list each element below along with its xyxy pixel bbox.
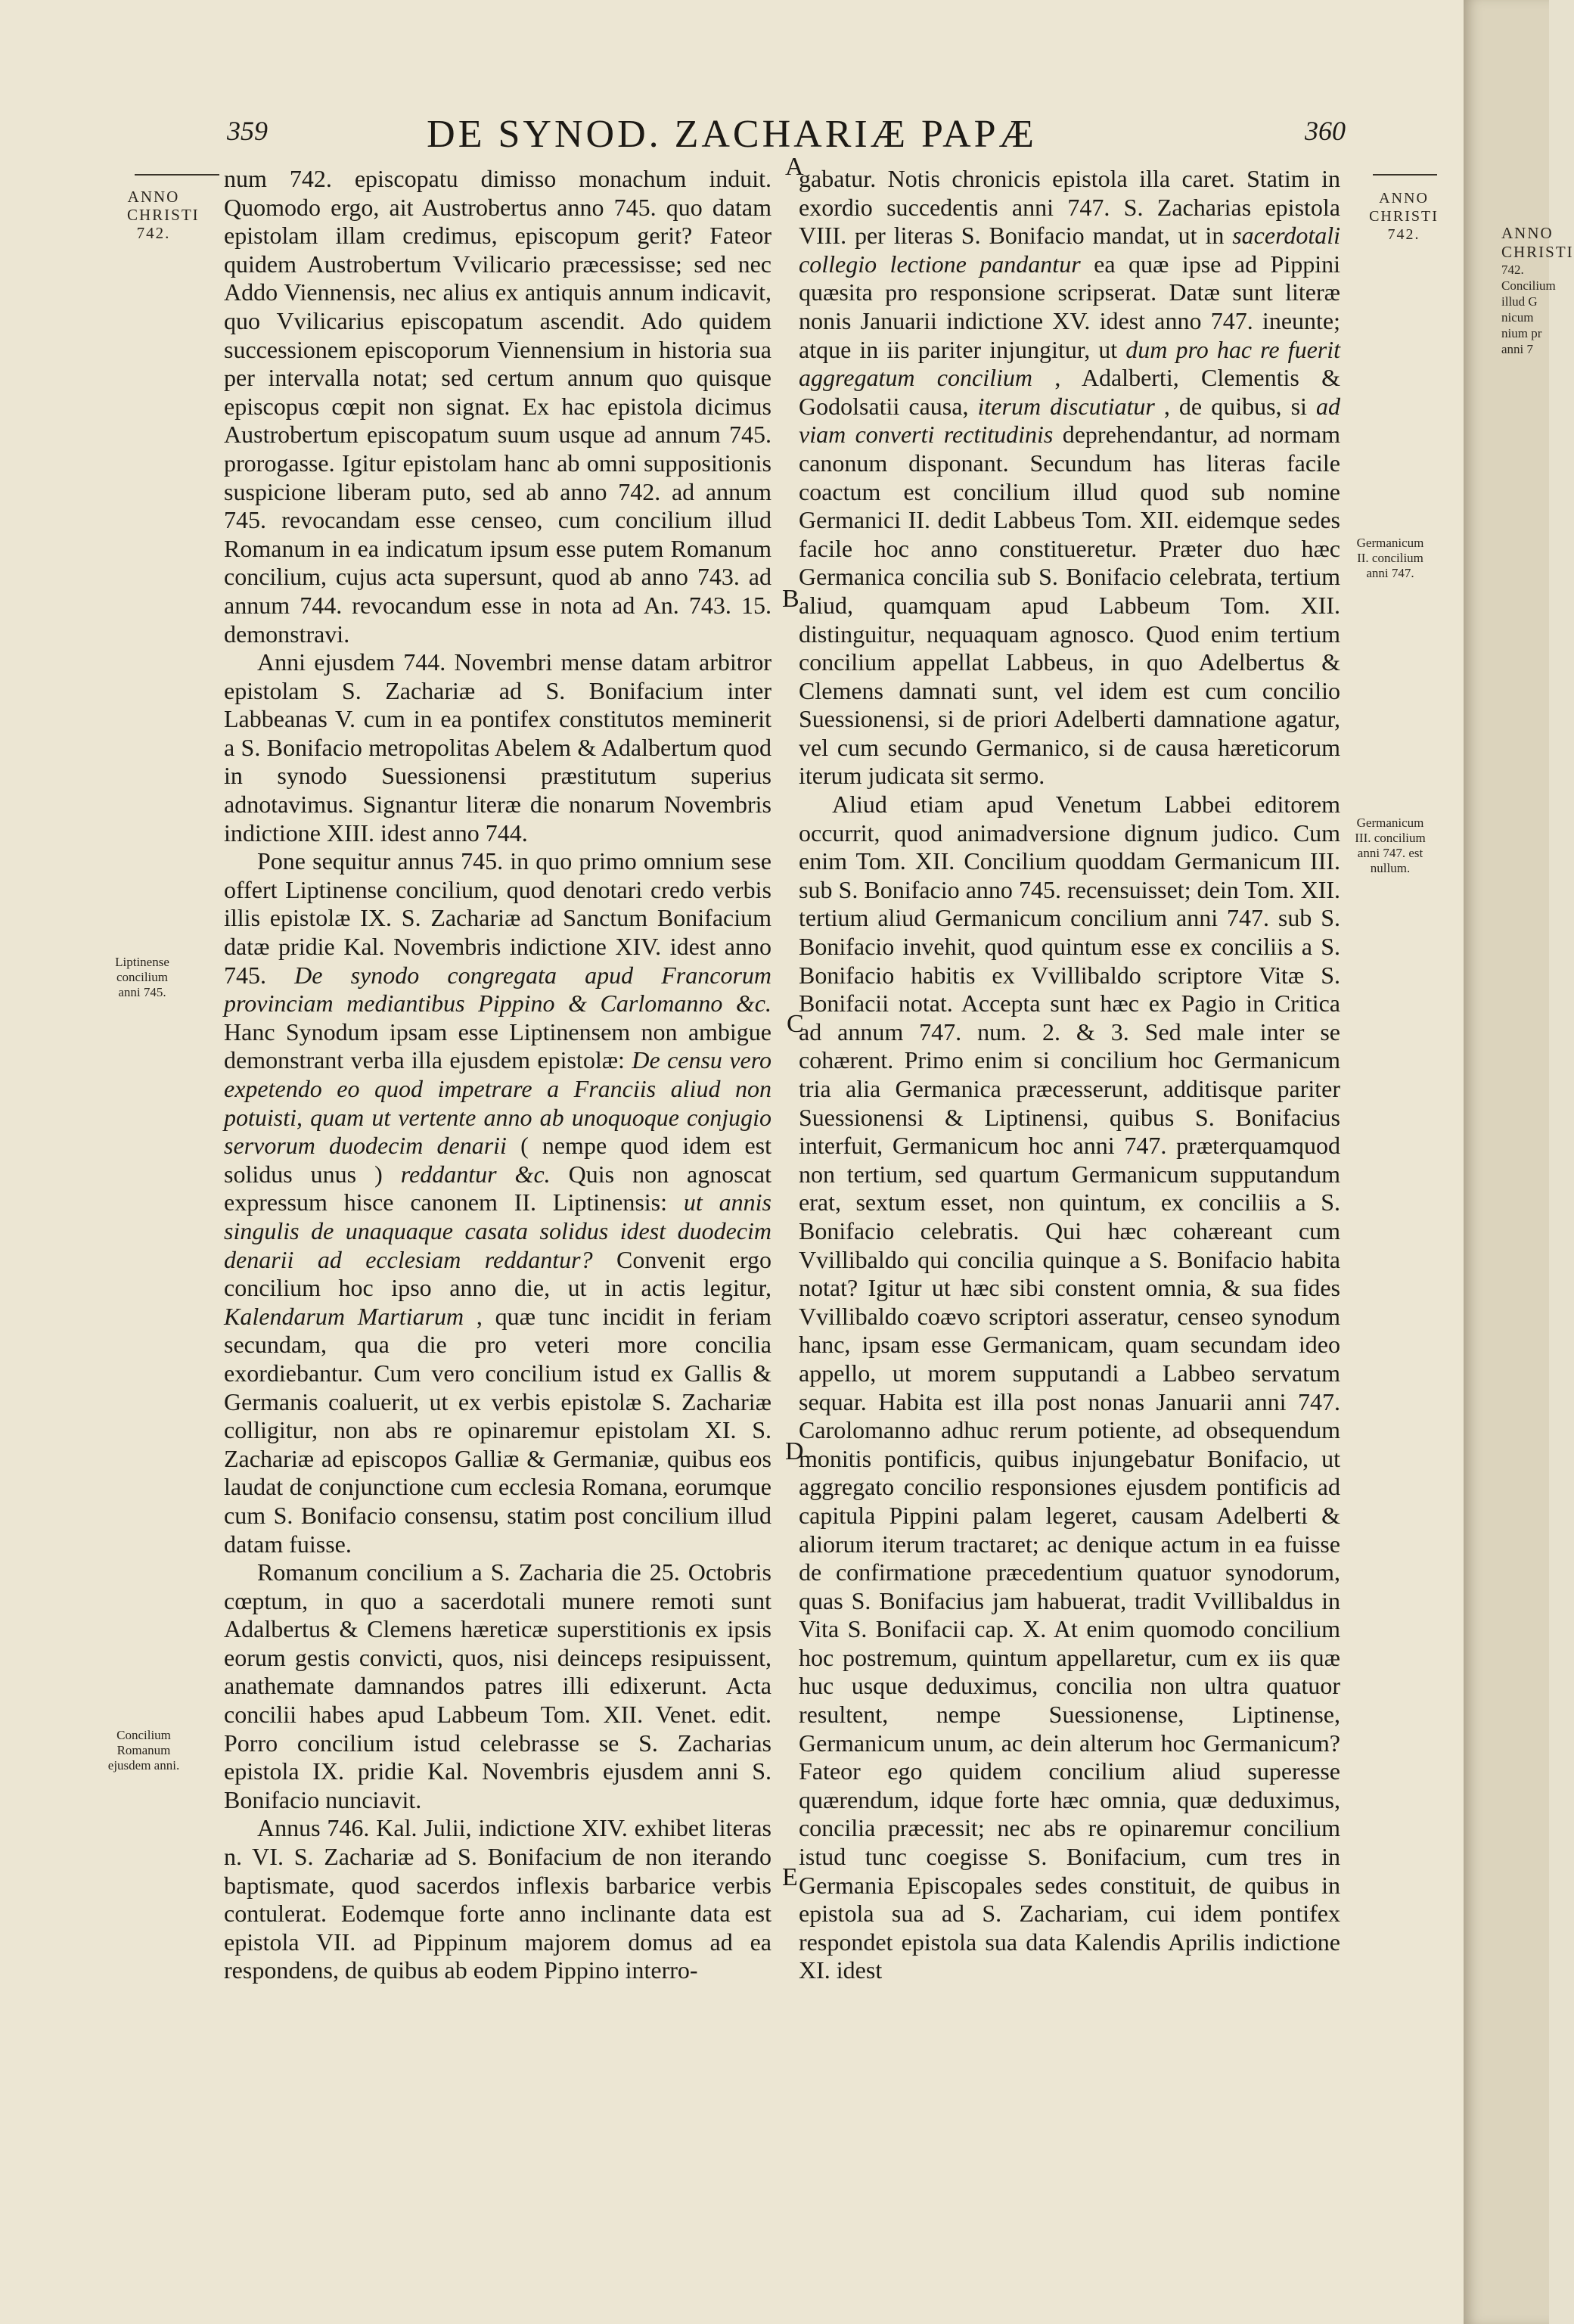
text-run: , Adalberti, Clementis & Godolsatii causa, — [799, 364, 1341, 420]
text-run: Anni ejusdem 744. Novembri mense datam arbitror epistolam S. Zachariæ ad S. Bonifacium inter Labbeanas V. cum in ea pontifex constitutos meminerit a S. Bonifacio metropolitas Abelem & Adalbertum quod in synodo Suessionensi præstitutum superius adnotavimus. Signantur literæ die nonarum Novembris indictione XIII. idest anno 744. — [224, 648, 771, 847]
text-run: Quis non agnoscat expressum hisce canonem II. Liptinensis: — [224, 1160, 771, 1216]
text-run: Romanum concilium a S. Zacharia die 25. Octobris cœptum, in quo a sacerdotali munere remoti sunt Adalbertus & Clemens hæreticæ superstitionis ex ipsis eorum gestis convicti, quos, nisi deinceps resipuissent, anathemate damnandos patres illi edixerunt. Acta concilii habes apud Labbeum Tom. XII. Venet. edit. Porro concilium istud celebrasse se S. Zacharias epistola IX. pridie Kal. Novembris ejusdem anni S. Bonifacio nunciavit. — [224, 1558, 771, 1813]
text-column-right — [799, 165, 1340, 1985]
running-title: DE SYNOD. ZACHARIÆ PAPÆ — [427, 113, 1037, 156]
italic-run: Kalendarum Martiarum — [224, 1302, 464, 1330]
margin-note-germanicum-ii: Germanicum II. concilium anni 747. — [1356, 536, 1424, 580]
margin-rule-right — [1373, 174, 1437, 176]
text-run: , quæ tunc incidit in feriam secundam, qua die pro veteri more concilia exordiebantur. Cum vero concilium istud ex Gallis & Germanis coaluerit, ut ex verbis epistolæ S. Zachariæ colligitur, non abs re opinaremur epistolam XI. S. Zachariæ ad episcopos Galliæ & Germaniæ, quibus eos laudat de conjunctione cum ecclesia Romana, eorumque cum S. Bonifacio consensu, statim post concilium illud datam fuisse. — [224, 1302, 772, 1558]
section-letter-c: C — [787, 1010, 804, 1038]
margin-note-anno-left: ANNO CHRISTI 742. — [127, 188, 200, 242]
text-run: Aliud etiam apud Venetum Labbei editorem occurrit, quod animadversione dignum judico. Cum enim Tom. XII. Concilium quoddam Germanicum III. sub S. Bonifacio anno 745. recensuisset; dein Tom. XII. tertium aliud Germanicum concilium anni 747. sub S. Bonifacio invehit, quod quintum esse ex conciliis a S. Bonifacio habitis ex Vvillibaldo scriptore Vitæ S. Bonifacii notat. Accepta sunt hæc ex Pagio in Critica ad annum 747. num. 2. & 3. Sed male inter se cohærent. Primo enim si concilium hoc Germanicum tria alia Germanica præcesserunt, additisque pariter Suessionensi & Liptinensi, quibus S. Bonifacius interfuit, Germanicum hoc anni 747. præterquamquod non tertium, sed quartum Germanicum supputandum erat, sextum esset, non quintum, ex conciliis a S. Bonifacio celebratis. Qui hæc cohæreant cum Vvillibaldo qui concilia quinque a S. Bonifacio habita notat? Igitur ut hæc sibi constent omnia, & sua fides Vvillibaldo coævo scriptori asseratur, censeo synodum hanc, ipsam esse Germanicam, quam secundam ideo appello, ut morem supputandi a Labbeo servatum sequar. Habita est illa post nonas Januarii anni 747. Carolomanno adhuc rerum potiente, ad obsequendum monitis pontificis, quibus injungebatur Bonifacio, ut aggregato concilio responsiones ejusdem pontificis ad capitula Pippini palam legeret, causam Adelberti & aliorum iterum tractaret; ac denique actum in ea fuisse de confirmatione præcedentium quatuor synodorum, quas S. Bonifacius jam habuerat, tradit Vvillibaldus in Vita S. Bonifacii cap. X. At enim quomodo concilium hoc postremum, quintum appellaretur, cum ex iis quæ huc usque deduximus, concilia non ultra quatuor resultent, nempe Suessionense, Liptinense, Germanicum unum, ac dein alterum hoc Germanicum? Fateor ego quidem concilium aliud superesse quærendum, idque forte hæc omnia, quæ deduximus, concilia præcessit; nec abs re opinaremur concilium istud tunc coegisse S. Bonifacium, cum tres in Germania Episcopales sedes constituit, de quibus in epistola sua ad S. Zachariam, cui idem pontifex respondet epistola sua data Kalendis Aprilis indictione XI. idest — [799, 791, 1340, 1984]
text-run: Pone sequitur annus 745. in quo primo omnium sese offert Liptinense concilium, quod denotari credo verbis illis epistolæ IX. S. Zachariæ ad Sanctum Bonifacium datæ pridie Kal. Novembris indictione XIV. idest anno 745. — [224, 847, 771, 989]
next-page-margin-text — [1501, 224, 1574, 357]
text-run: gabatur. Notis chronicis epistola illa caret. Statim in exordio succedentis anni 747. S. Zacharias epistola VIII. per literas S. Bonifacio mandat, ut in — [799, 165, 1340, 250]
margin-note-anno-right: ANNO CHRISTI 742. — [1369, 190, 1439, 243]
text-run: Hanc Synodum ipsam esse Liptinensem non ambigue demonstrant verba illa ejusdem epistolæ: — [224, 1018, 771, 1074]
italic-run: reddantur &c. — [382, 1160, 551, 1188]
text-column-left — [224, 165, 771, 1985]
text-run: ea quæ ipse ad Pippini quæsita pro responsione scripserat. Datæ sunt literæ nonis Januarii indictione XV. idest anno 747. ineunte; atque in iis pariter injungitur, ut — [799, 250, 1341, 363]
paragraph — [799, 165, 1340, 791]
section-letter-a: A — [785, 153, 804, 181]
italic-run: iterum discutiatur — [968, 392, 1155, 420]
margin-rule-left — [135, 174, 219, 176]
paragraph — [224, 165, 771, 648]
paragraph — [224, 1558, 771, 1814]
edge-note: 742. Concilium illud G nicum nium pr anni 7 — [1501, 263, 1556, 356]
text-run: ( nempe quod idem est solidus unus ) — [224, 1132, 772, 1188]
paragraph — [224, 1814, 771, 1985]
paragraph — [799, 791, 1340, 1985]
section-letter-d: D — [785, 1437, 804, 1465]
text-run: Convenit ergo concilium hoc ipso anno die, ut in actis legitur, — [224, 1245, 772, 1302]
text-run: Annus 746. Kal. Julii, indictione XIV. exhibet literas n. VI. S. Zachariæ ad S. Bonifacium de non iterando baptismate, quod sacerdos inflexis barbarice verbis contulerat. Eodemque forte anno inclinante data est epistola VII. ad Pippinum majorem domus ad ea respondens, de quibus ab eodem Pippino interro- — [224, 1814, 771, 1984]
text-run: deprehendantur, ad normam canonum disponant. Secundum has literas facile coactum est concilium illud quod sub nomine Germanici II. dedit Labbeus Tom. XII. eidemque sedes facile hoc anno constitueretur. Præter duo hæc Germanica concilia sub S. Bonifacio celebrata, tertium aliud, quamquam apud Labbeum Tom. XII. distinguitur, nequaquam agnosco. Quod enim tertium concilium appellat Labbeus, in quo Adelbertus & Clemens damnati sunt, vel idem est cum concilio Suessionensi, si de priori Adelberti damnatione agatur, vel cum secundo Germanico, si de causa hæreticorum iterum judicata sit sermo. — [799, 421, 1340, 790]
italic-run: ad viam converti rectitudinis — [799, 392, 1340, 449]
italic-run: ut annis singulis de unaquaque casata solidus idest duodecim denarii ad ecclesiam reddantur? — [224, 1188, 772, 1273]
margin-note-concilium-romanum: Concilium Romanum ejusdem anni. — [107, 1728, 180, 1773]
paragraph — [224, 648, 771, 847]
text-run: , de quibus, si — [1163, 392, 1307, 420]
paragraph — [224, 847, 771, 1558]
margin-note-germanicum-iii: Germanicum III. concilium anni 747. est nullum. — [1355, 816, 1426, 875]
page-number-left: 359 — [227, 116, 268, 146]
edge-anno: ANNO CHRISTI — [1501, 224, 1574, 261]
section-letter-b: B — [782, 585, 799, 613]
margin-note-liptinense: Liptinense concilium anni 745. — [115, 955, 169, 999]
italic-run: dum pro hac re fuerit aggregatum concilium — [799, 335, 1341, 392]
running-header — [0, 112, 1464, 157]
italic-run: sacerdotali collegio lectione pandantur — [799, 222, 1340, 278]
italic-run: De synodo congregata apud Francorum provinciam mediantibus Pippino & Carlomanno &c. — [224, 961, 771, 1018]
section-letter-e: E — [782, 1863, 798, 1891]
page-number-right: 360 — [1305, 116, 1346, 146]
text-run: num 742. episcopatu dimisso monachum induit. Quomodo ergo, ait Austrobertus anno 745. quo datam epistolam illam credimus, episcopum gerit? Fateor quidem Austrobertum Vvilicario præcessisse; sed nec Addo Viennensis, nec alius ex antiquis annum indicavit, quo Vvilicarius episcopatum ascendit. Ado quidem successionem episcoporum Viennensium in historia sua per intervalla notat; sed certum annum quo quisque episcopus cœpit non signat. Ex hac epistola dicimus Austrobertum episcopatum suum usque ad annum 745. prorogasse. Igitur epistolam hanc ab omni suppositionis suspicione liberam puto, sed ab anno 742. ad annum 745. revocandam esse censeo, cum concilium illud Romanum in ea indicatum ipsum esse putem Romanum concilium, cujus acta supersunt, quod ab anno 743. ad annum 744. revocandum esse in nota ad An. 743. 15. demonstravi. — [224, 165, 771, 648]
italic-run: De censu vero expetendo eo quod impetrare a Franciis aliud non potuisti, quam ut vertente anno ab unoquoque conjugio servorum duodecim denarii — [224, 1046, 772, 1160]
